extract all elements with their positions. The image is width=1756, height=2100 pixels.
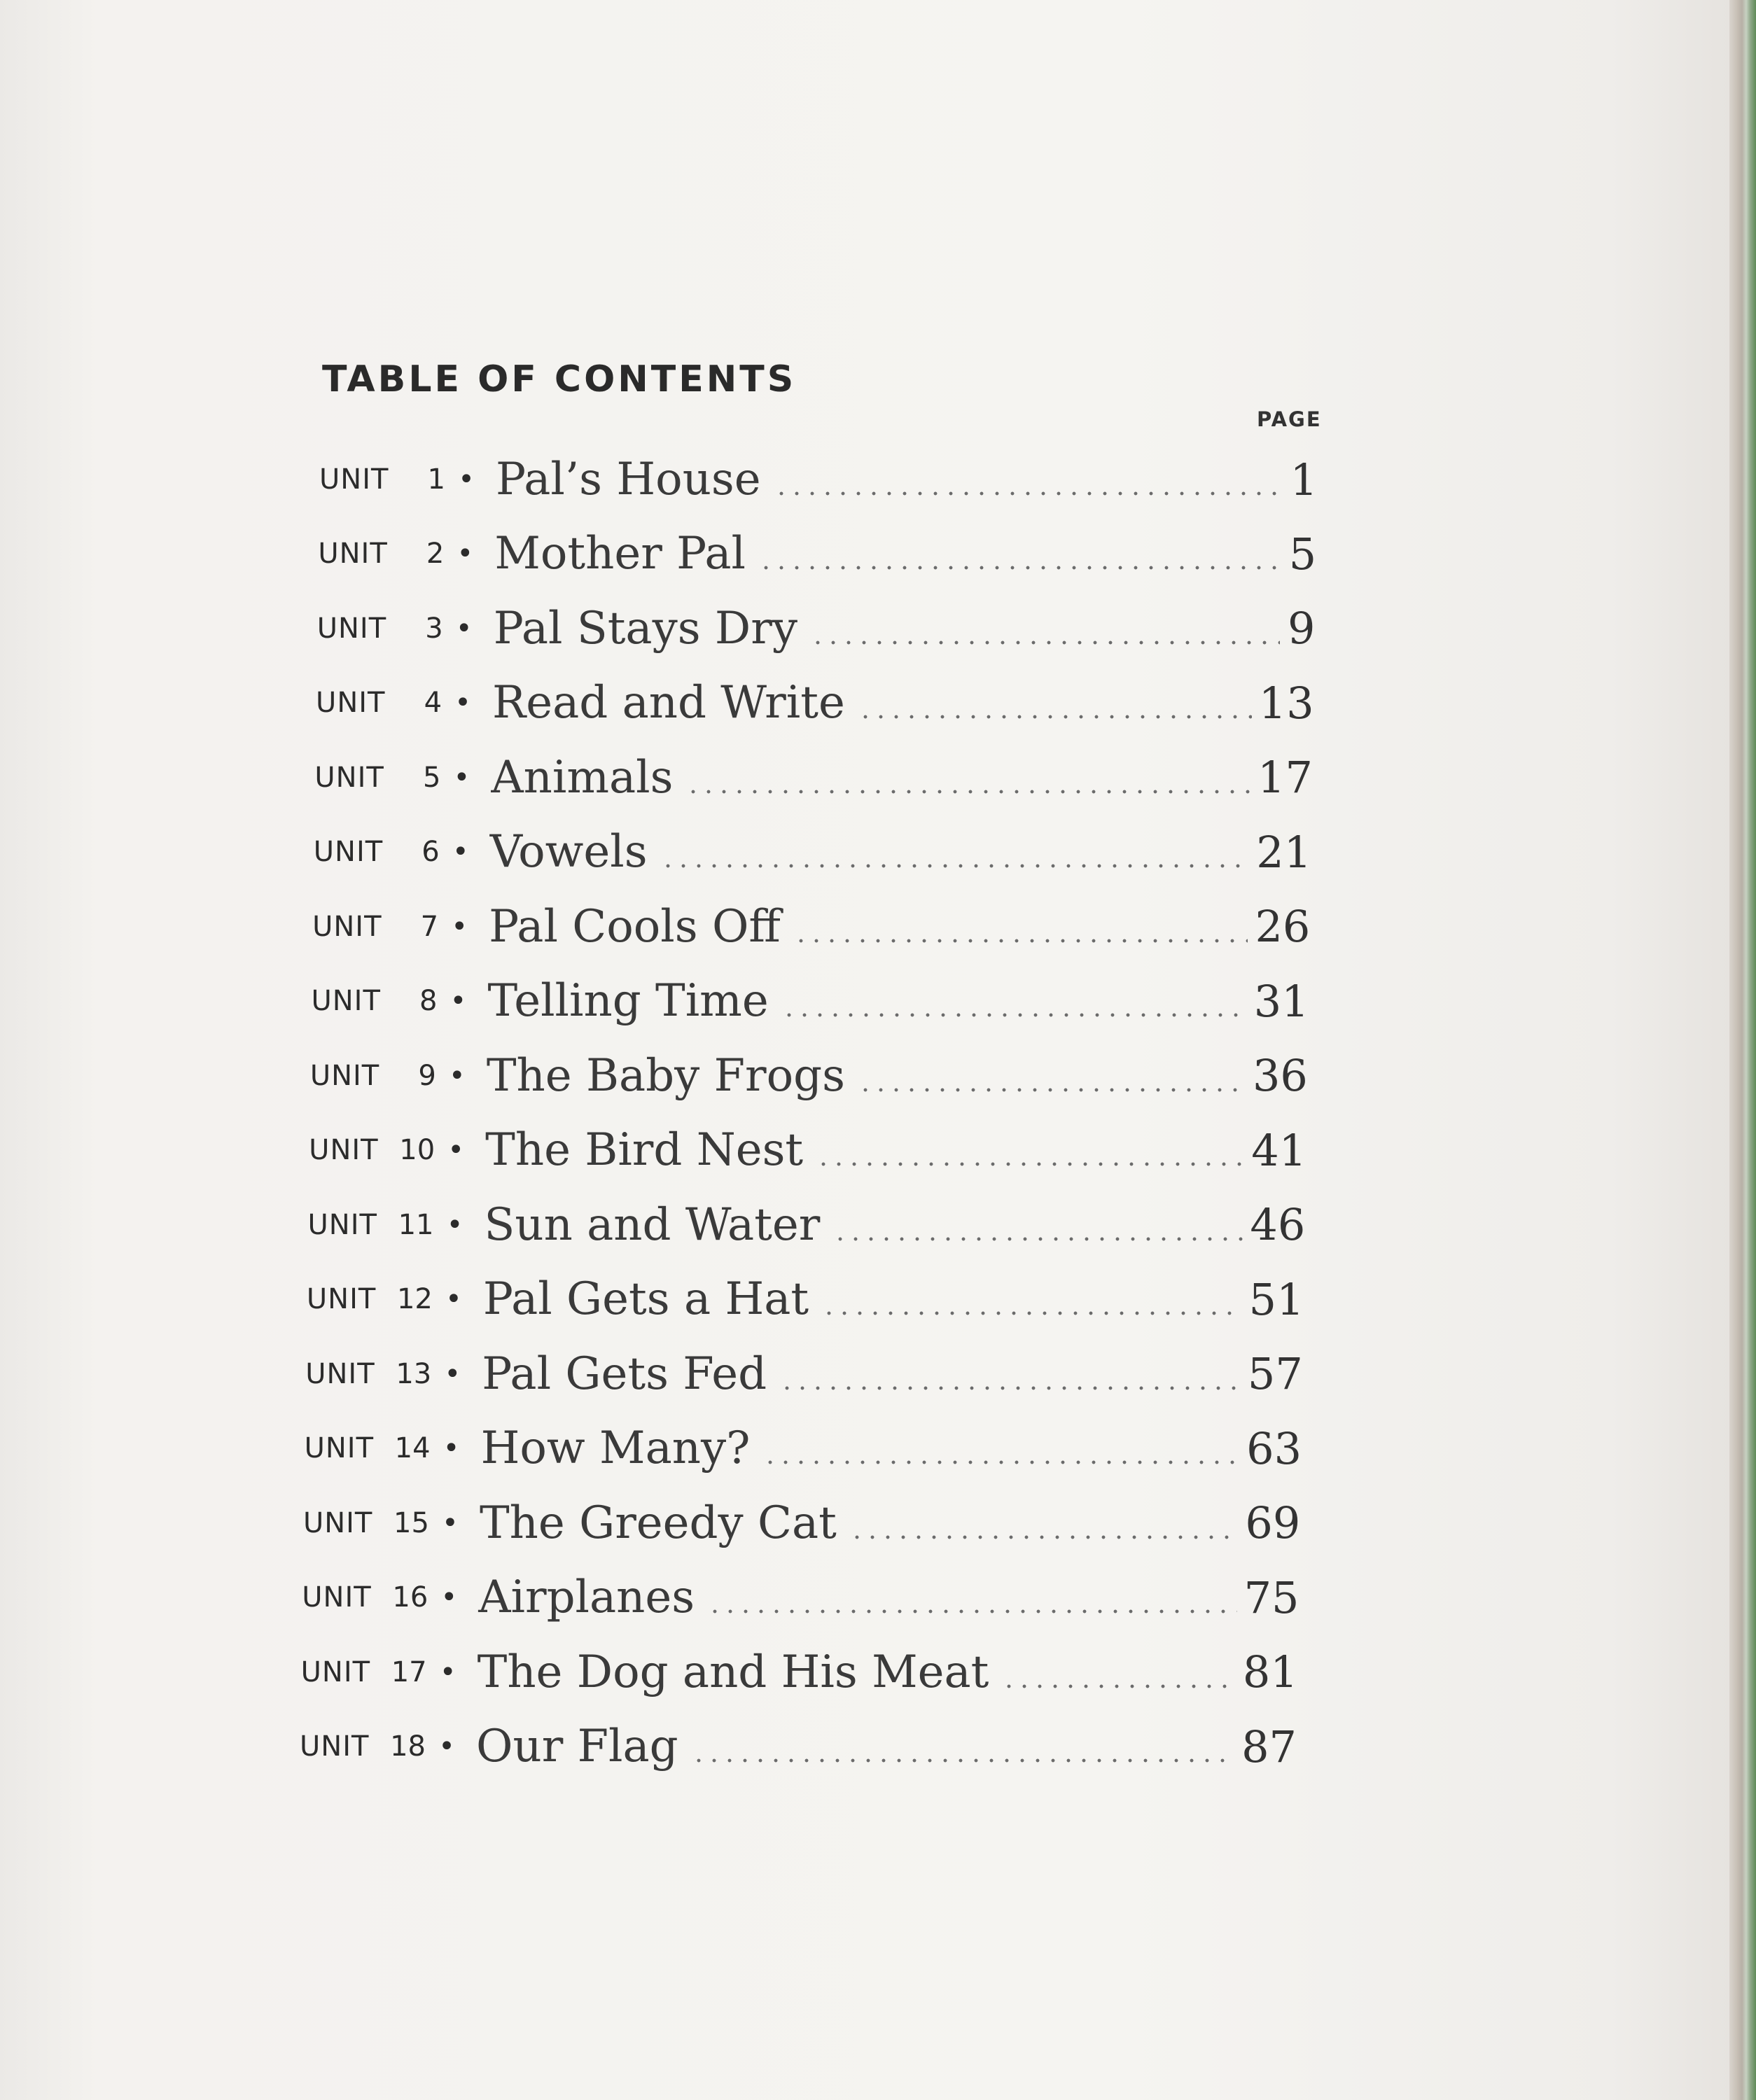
page-number: 87	[1241, 1721, 1297, 1772]
unit-label: UNIT	[309, 1059, 380, 1092]
unit-label: UNIT	[319, 463, 389, 496]
unit-title: Airplanes	[478, 1572, 695, 1624]
bullet-separator: •	[439, 1656, 457, 1688]
toc-row[interactable]	[309, 1122, 1306, 1178]
toc-row[interactable]	[301, 1644, 1298, 1700]
page-number: 13	[1258, 677, 1314, 729]
unit-label: UNIT	[309, 1134, 379, 1167]
unit-number: 1	[427, 463, 445, 496]
dot-leader	[781, 998, 1247, 1019]
page-number: 75	[1243, 1572, 1299, 1623]
unit-number: 16	[392, 1581, 428, 1614]
bullet-separator: •	[455, 612, 473, 645]
unit-label: UNIT	[311, 985, 381, 1018]
unit-label: UNIT	[316, 687, 386, 720]
bullet-separator: •	[453, 761, 471, 794]
unit-number: 6	[421, 836, 440, 869]
unit-label: UNIT	[302, 1506, 373, 1539]
page-number: 9	[1288, 603, 1316, 654]
toc-row[interactable]	[302, 1569, 1299, 1625]
bullet-separator: •	[444, 1357, 461, 1390]
bullet-separator: •	[443, 1432, 460, 1465]
dot-leader	[774, 477, 1283, 498]
unit-title: The Baby Frogs	[486, 1049, 845, 1102]
toc-row[interactable]	[305, 1420, 1302, 1476]
unit-title: Pal Cools Off	[489, 900, 781, 953]
toc-row[interactable]	[300, 1718, 1297, 1774]
unit-title: Our Flag	[476, 1721, 678, 1772]
unit-label: UNIT	[304, 1432, 375, 1465]
unit-number: 9	[418, 1059, 436, 1092]
toc-row[interactable]	[308, 1197, 1306, 1253]
page-number: 1	[1290, 454, 1318, 505]
toc-row[interactable]	[319, 451, 1318, 507]
bullet-separator: •	[446, 1208, 464, 1241]
toc-row[interactable]	[316, 675, 1314, 731]
page-number: 69	[1245, 1497, 1301, 1549]
page-number: 57	[1247, 1348, 1303, 1400]
page-number: 26	[1255, 901, 1311, 953]
toc-row[interactable]	[311, 973, 1309, 1029]
page-number: 31	[1253, 975, 1309, 1027]
unit-title: The Greedy Cat	[479, 1497, 837, 1549]
toc-row[interactable]	[303, 1495, 1300, 1551]
toc-row[interactable]	[317, 601, 1316, 657]
unit-number: 17	[391, 1656, 427, 1688]
dot-leader	[816, 1147, 1244, 1168]
unit-label: UNIT	[300, 1656, 371, 1688]
unit-label: UNIT	[307, 1208, 377, 1241]
page-number: 51	[1248, 1273, 1304, 1325]
page-column-label: PAGE	[1257, 407, 1322, 431]
unit-label: UNIT	[318, 538, 388, 570]
page-number: 81	[1242, 1646, 1298, 1698]
toc-row[interactable]	[310, 1048, 1308, 1104]
page-number: 63	[1246, 1422, 1302, 1474]
bullet-separator: •	[445, 1283, 462, 1316]
bullet-separator: •	[451, 910, 468, 943]
unit-label: UNIT	[314, 761, 384, 794]
unit-label: UNIT	[300, 1730, 370, 1763]
dot-leader	[832, 1222, 1243, 1243]
bullet-separator: •	[440, 1581, 458, 1614]
unit-title: Read and Write	[492, 677, 845, 729]
unit-number: 4	[424, 687, 443, 720]
dot-leader	[858, 700, 1252, 721]
dot-leader	[707, 1595, 1237, 1616]
unit-title: Mother Pal	[494, 528, 746, 580]
unit-number: 7	[420, 910, 439, 943]
unit-label: UNIT	[316, 612, 387, 645]
unit-number: 12	[396, 1283, 433, 1316]
page-number: 36	[1252, 1050, 1308, 1102]
unit-title: Sun and Water	[484, 1198, 821, 1251]
dot-leader	[758, 551, 1281, 572]
bullet-separator: •	[438, 1730, 455, 1763]
unit-number: 3	[425, 612, 443, 645]
dot-leader	[849, 1520, 1239, 1541]
unit-number: 14	[394, 1432, 431, 1465]
unit-title: Pal’s House	[496, 454, 761, 505]
unit-title: Vowels	[489, 826, 648, 878]
page-number: 41	[1251, 1124, 1307, 1176]
unit-title: Pal Stays Dry	[493, 602, 797, 654]
bullet-separator: •	[442, 1506, 459, 1539]
unit-title: The Dog and His Meat	[477, 1646, 989, 1698]
unit-number: 2	[426, 538, 445, 570]
toc-row[interactable]	[318, 526, 1316, 582]
page-number: 17	[1257, 752, 1313, 804]
bullet-separator: •	[457, 538, 474, 570]
toc-row[interactable]	[314, 750, 1313, 806]
unit-label: UNIT	[305, 1357, 375, 1390]
bullet-separator: •	[458, 463, 475, 496]
unit-label: UNIT	[312, 910, 382, 943]
unit-number: 8	[419, 985, 438, 1018]
bullet-separator: •	[449, 1059, 466, 1092]
unit-title: Pal Gets a Hat	[482, 1273, 809, 1326]
unit-label: UNIT	[302, 1581, 372, 1614]
bullet-separator: •	[450, 985, 467, 1018]
dot-leader	[660, 849, 1250, 870]
dot-leader	[685, 775, 1250, 796]
toc-heading: TABLE OF CONTENTS	[322, 358, 797, 400]
toc-row[interactable]	[305, 1346, 1303, 1402]
unit-number: 5	[422, 761, 441, 794]
unit-number: 18	[390, 1730, 426, 1763]
bullet-separator: •	[452, 836, 469, 869]
unit-number: 13	[396, 1357, 432, 1390]
dot-leader	[858, 1073, 1246, 1094]
bullet-separator: •	[447, 1134, 464, 1167]
dot-leader	[762, 1446, 1239, 1466]
unit-number: 10	[399, 1134, 435, 1167]
toc-row[interactable]	[314, 824, 1311, 880]
unit-number: 15	[393, 1506, 429, 1539]
page-number: 21	[1256, 826, 1312, 878]
unit-title: Telling Time	[487, 975, 769, 1028]
page-number: 46	[1250, 1199, 1306, 1251]
unit-number: 11	[398, 1208, 434, 1241]
page-number: 5	[1288, 528, 1317, 580]
unit-title: Animals	[491, 751, 674, 804]
unit-title: How Many?	[480, 1422, 751, 1475]
toc-row[interactable]	[307, 1271, 1304, 1327]
dot-leader	[1001, 1670, 1235, 1690]
dot-leader	[810, 626, 1280, 647]
dot-leader	[691, 1744, 1234, 1765]
bullet-separator: •	[454, 687, 471, 720]
dot-leader	[779, 1371, 1241, 1392]
dot-leader	[821, 1296, 1242, 1317]
toc-row[interactable]	[312, 899, 1310, 955]
unit-title: The Bird Nest	[485, 1124, 804, 1177]
unit-label: UNIT	[306, 1283, 377, 1316]
unit-label: UNIT	[313, 836, 384, 869]
dot-leader	[793, 924, 1248, 945]
unit-title: Pal Gets Fed	[482, 1348, 767, 1400]
